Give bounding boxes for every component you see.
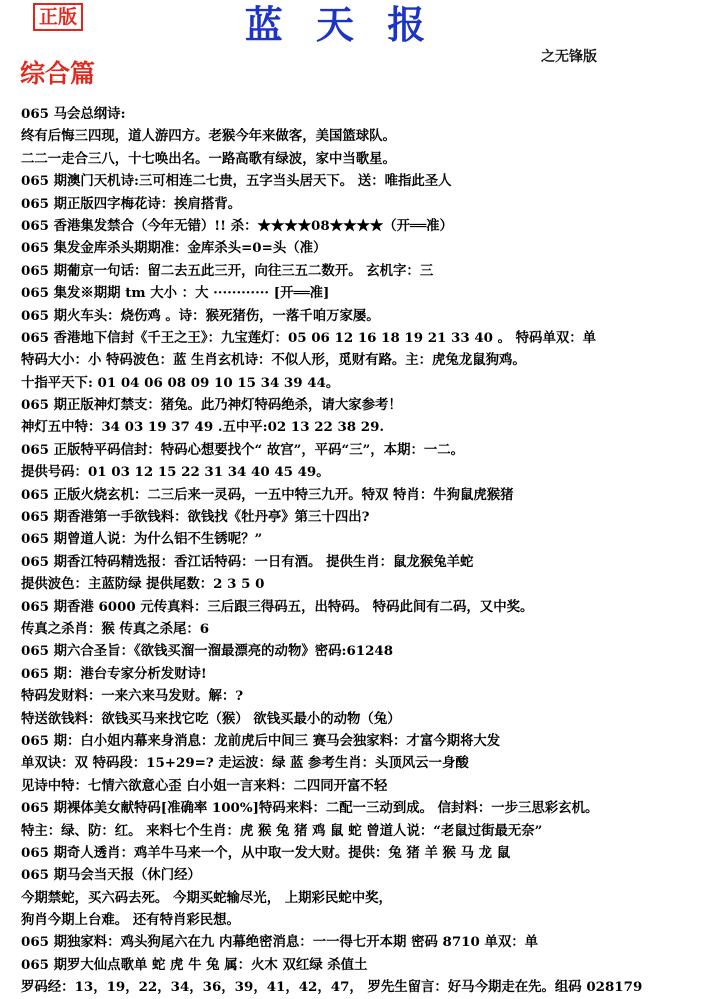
content-line: 十指平天下: 01 04 06 08 09 10 15 34 39 44。	[21, 374, 340, 391]
content-line: 065 期六合圣旨：《欲钱买溜一溜最漂亮的动物》密码:61248	[21, 643, 394, 660]
content-line: 提供波色：主蓝防绿 提供尾数：2 3 5 0	[21, 576, 265, 593]
content-line: 065 期曾道人说：为什么铝不生锈呢？”	[21, 531, 263, 548]
content-line: 065 正版特平码信封：特码心想要找个“ 故宫”，平码“三”，本期：一二。	[21, 441, 465, 458]
content-line: 065 期火车头：烧伤鸡 。诗：猴死猪伤，一落千咱万家屡。	[21, 307, 380, 324]
content-line: 065 期：港台专家分析发财诗!	[21, 665, 207, 682]
content-line: 特码大小：小 特码波色：蓝 生肖玄机诗：不似人形，觅财有路。主：虎兔龙鼠狗鸡。	[21, 352, 526, 369]
content-line: 065 期裸体美女献特码[准确率 100%]特码来料：二配一三动到成。 信封料：一步三思彩玄机。	[21, 800, 599, 817]
official-badge: 正版	[33, 3, 83, 31]
content-line: 特送欲钱料：欲钱买马来找它吃（猴） 欲钱买最小的动物（兔）	[21, 710, 401, 727]
content-line: 065 期葡京一句话：留二去五此三开，向往三五二数开。 玄机字：三	[21, 262, 434, 279]
content-line: 狗肖今期上台难。 还有特肖彩民想。	[21, 912, 240, 929]
newspaper-title: 蓝 天 报	[244, 2, 436, 47]
content-line: 特主：绿、防：红。 来料七个生肖：虎 猴 兔 猪 鸡 鼠 蛇 曾道人说：“老鼠过街最无奈”	[21, 822, 543, 839]
content-line: 065 期香港第一手欲钱料：欲钱找《牡丹亭》第三十四出?	[21, 509, 370, 526]
content-line: 终有后悔三四现，道人游四方。老猴今年来做客，美国篮球队。	[21, 128, 396, 145]
content-line: 见诗中特：七情六欲意心歪 白小姐一言来料：二四同开富不轻	[21, 777, 388, 794]
content-line: 065 期香港 6000 元传真料：三后跟三得码五，出特码。 特码此间有二码，又中奖。	[21, 598, 534, 615]
content-line: 单双诀：双 特码段：15+29=? 走运波：绿 蓝 参考生肖：头顶风云一身酸	[21, 755, 469, 772]
content-line: 065 期正版神灯禁支：猪兔。此乃神灯特码绝杀，请大家参考！	[21, 397, 402, 414]
content-line: 065 期奇人透肖：鸡羊牛马来一个，从中取一发大财。提供：兔 猪 羊 猴 马 龙 鼠	[21, 844, 511, 861]
content-line: 提供号码：01 03 12 15 22 31 34 40 45 49。	[21, 464, 330, 481]
content-line: 065 正版火烧玄机：二三后来一灵码，一五中特三九开。特双 特肖：牛狗鼠虎猴猪	[21, 486, 514, 503]
content-line: 065 香港地下信封《千王之王》：九宝莲灯：05 06 12 16 18 19 21 33 40 。 特码单双：单	[21, 329, 597, 346]
content-line: 二二一走合三八，十七唤出名。一路高歌有绿波，家中当歌星。	[21, 150, 396, 167]
content-line: 065 期：白小姐内幕来身消息：龙前虎后中间三 赛马会独家料：才富今期将大发	[21, 732, 501, 749]
content-line: 传真之杀肖：猴 传真之杀尾：6	[21, 620, 210, 637]
content-line: 罗码经：13，19，22，34，36，39，41，42，47， 罗先生留言：好马今期走在先。组码 028179	[21, 979, 643, 996]
content-line: 今期禁蛇，买六码去死。 今期买蛇输尽光， 上期彩民蛇中奖，	[21, 889, 392, 906]
content-line: 065 期罗大仙点歌单 蛇 虎 牛 兔 属：火木 双红绿 杀值土	[21, 956, 368, 973]
content-line: 065 期正版四字梅花诗：挨肩搭背。	[21, 195, 242, 212]
content-line: 065 期香江特码精选报：香江话特码：一日有酒。 提供生肖：鼠龙猴兔羊蛇	[21, 553, 474, 570]
content-line: 065 集发金库杀头期期准：金库杀头=0=头（准）	[21, 240, 327, 257]
content-line: 特码发财料：一来六来马发财。解：?	[21, 688, 244, 705]
content-line: 神灯五中特：34 03 19 37 49 .五中平:02 13 22 38 29.	[21, 419, 385, 436]
content-line: 065 马会总纲诗:	[21, 106, 126, 122]
content-lines	[21, 103, 691, 999]
content-line: 065 期澳门天机诗:三可相连二七贵，五字当头居天下。 送：唯指此圣人	[21, 173, 452, 190]
section-title: 综合篇	[20, 59, 96, 88]
content-line: 065 期马会当天报（休门经）	[21, 867, 201, 884]
content-line: 065 香港集发禁合（今年无错）!! 杀：★★★★08★★★★（开══准）	[21, 217, 453, 234]
content-line: 065 期独家料：鸡头狗尾六在九 内幕绝密消息：一一得七开本期 密码 8710 单双：单	[21, 934, 539, 951]
content-line: 065 集发※期期 tm 大小 ：大 ············ [开══准]	[21, 285, 330, 302]
edition-label: 之无锋版	[541, 49, 597, 65]
